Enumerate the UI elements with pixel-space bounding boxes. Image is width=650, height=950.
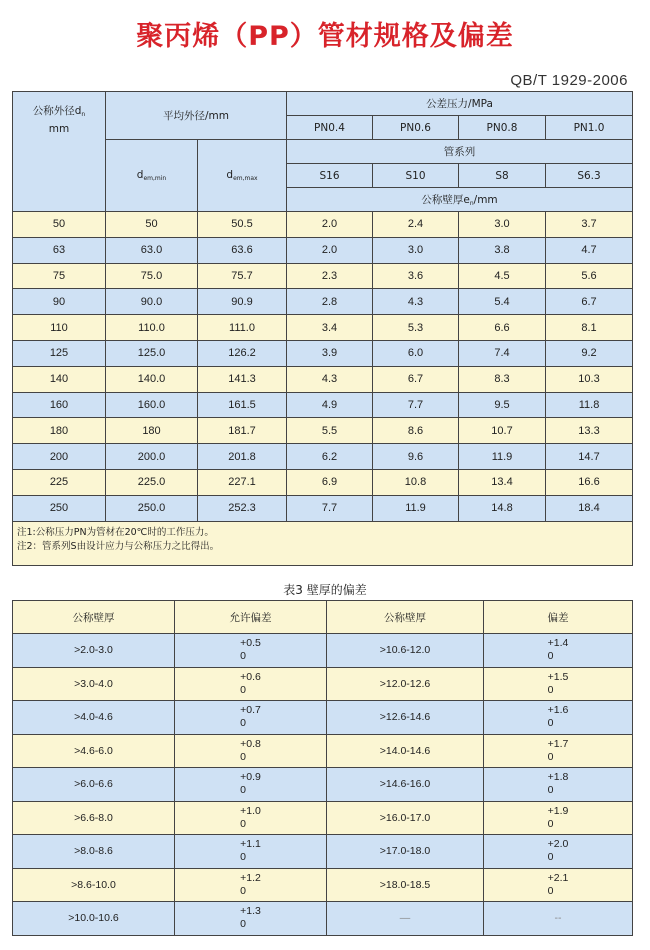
dmin-label: d (136, 169, 144, 181)
cell-wall-thickness: 8.6 (373, 418, 459, 444)
cell-wall-thickness: 14.7 (546, 444, 633, 470)
table-row (13, 469, 633, 495)
cell-dmin: 180 (106, 418, 198, 444)
cell-dmin: 110.0 (106, 315, 198, 341)
cell-wall-thickness: 13.4 (459, 469, 546, 495)
cell-dmin: 75.0 (106, 263, 198, 289)
cell-wall-range: >12.0-12.6 (327, 667, 484, 701)
cell-dmin: 225.0 (106, 469, 198, 495)
tolerance-lower: 0 (240, 650, 246, 663)
cell-tolerance-empty: -- (484, 902, 633, 936)
cell-tolerance (484, 634, 633, 668)
cell-wall-thickness: 16.6 (546, 469, 633, 495)
nominal-od-header (13, 92, 106, 140)
cell-nominal-od: 63 (13, 237, 106, 263)
tolerance-upper: +2.1 (547, 871, 569, 884)
cell-wall-range: >17.0-18.0 (327, 835, 484, 869)
cell-dmax: 50.5 (198, 212, 287, 238)
tolerance-upper: +0.9 (240, 771, 261, 784)
cell-wall-range: >10.0-10.6 (13, 902, 175, 936)
tolerance-upper: +0.7 (240, 704, 261, 717)
wall-unit: /mm (473, 194, 498, 206)
cell-wall-range: >3.0-4.0 (13, 667, 175, 701)
cell-nominal-od: 140 (13, 366, 106, 392)
cell-wall-thickness: 2.8 (287, 289, 373, 315)
table-row (13, 835, 633, 869)
cell-tolerance (484, 768, 633, 802)
cell-nominal-od: 90 (13, 289, 106, 315)
header-tolerance-1: 允许偏差 (175, 601, 327, 634)
cell-wall-thickness: 9.5 (459, 392, 546, 418)
cell-wall-range: >12.6-14.6 (327, 701, 484, 735)
cell-wall-thickness: 6.9 (287, 469, 373, 495)
tolerance-lower: 0 (240, 884, 246, 897)
pn-header-2: PN0.8 (459, 116, 546, 140)
cell-tolerance (175, 768, 327, 802)
cell-wall-range: >14.0-14.6 (327, 734, 484, 768)
cell-wall-thickness: 3.0 (459, 212, 546, 238)
standard-code: QB/T 1929-2006 (510, 72, 628, 89)
table-row (13, 768, 633, 802)
cell-wall-thickness: 9.6 (373, 444, 459, 470)
cell-nominal-od: 110 (13, 315, 106, 341)
table-notes (13, 521, 633, 565)
tolerance-upper: +1.6 (547, 704, 569, 717)
series-header: 管系列 (287, 140, 633, 164)
mean-od-header: 平均外径/mm (106, 92, 287, 140)
table-row (13, 868, 633, 902)
header-tolerance-2: 偏差 (484, 601, 633, 634)
pn-header-3: PN1.0 (546, 116, 633, 140)
cell-nominal-od: 180 (13, 418, 106, 444)
series-header-3: S6.3 (546, 164, 633, 188)
cell-dmin: 125.0 (106, 340, 198, 366)
tolerance-upper: +1.1 (240, 838, 261, 851)
wall-sub: n (469, 200, 474, 207)
cell-dmin: 200.0 (106, 444, 198, 470)
cell-wall-thickness: 10.7 (459, 418, 546, 444)
cell-tolerance (175, 701, 327, 735)
tolerance-lower: 0 (547, 750, 554, 763)
cell-dmax: 141.3 (198, 366, 287, 392)
cell-tolerance (484, 835, 633, 869)
dmax-sub: em,max (233, 175, 258, 182)
table-row (13, 495, 633, 521)
cell-wall-thickness: 6.7 (373, 366, 459, 392)
cell-tolerance (175, 634, 327, 668)
cell-tolerance (175, 667, 327, 701)
cell-tolerance (175, 734, 327, 768)
table-row (13, 634, 633, 668)
tolerance-value (548, 637, 569, 663)
cell-wall-thickness: 6.0 (373, 340, 459, 366)
tolerance-upper: +0.6 (240, 670, 261, 683)
table-row (13, 392, 633, 418)
table-row (13, 444, 633, 470)
tolerance-upper: +1.5 (547, 670, 569, 683)
cell-wall-thickness: 11.8 (546, 392, 633, 418)
cell-wall-thickness: 8.3 (459, 366, 546, 392)
cell-dmin: 63.0 (106, 237, 198, 263)
cell-wall-thickness: 10.8 (373, 469, 459, 495)
table-row (13, 902, 633, 936)
table-row (13, 734, 633, 768)
cell-nominal-od: 50 (13, 212, 106, 238)
cell-wall-thickness: 4.3 (287, 366, 373, 392)
cell-dmin: 160.0 (106, 392, 198, 418)
tolerance-upper: +1.8 (547, 771, 569, 784)
nominal-od-label: 公称外径d (32, 104, 82, 117)
cell-wall-thickness: 4.5 (459, 263, 546, 289)
cell-wall-thickness: 18.4 (546, 495, 633, 521)
wall-header (287, 188, 633, 212)
cell-nominal-od: 200 (13, 444, 106, 470)
tolerance-lower: 0 (240, 683, 246, 696)
cell-dmax: 111.0 (198, 315, 287, 341)
tolerance-upper: +0.5 (240, 637, 261, 650)
cell-wall-thickness: 7.4 (459, 340, 546, 366)
cell-wall-thickness: 5.3 (373, 315, 459, 341)
tolerance-value (548, 704, 569, 730)
pn-header-0: PN0.4 (287, 116, 373, 140)
tolerance-value (240, 771, 261, 797)
tolerance-value (548, 738, 569, 764)
table-row (13, 340, 633, 366)
cell-wall-range-empty: — (327, 902, 484, 936)
wall-tolerance-table (12, 600, 633, 936)
cell-dmin: 140.0 (106, 366, 198, 392)
cell-wall-thickness: 14.8 (459, 495, 546, 521)
tolerance-value (240, 805, 261, 831)
nominal-od-unit: mm (48, 122, 70, 135)
cell-wall-thickness: 4.3 (373, 289, 459, 315)
cell-wall-thickness: 4.7 (546, 237, 633, 263)
series-header-2: S8 (459, 164, 546, 188)
nominal-od-sub: n (81, 110, 86, 118)
table-row (13, 366, 633, 392)
cell-nominal-od: 75 (13, 263, 106, 289)
tolerance-value (240, 838, 261, 864)
tolerance-value (548, 838, 569, 864)
cell-wall-thickness: 11.9 (373, 495, 459, 521)
note-2: 注2：管系列S由设计应力与公称压力之比得出。 (17, 540, 220, 552)
cell-dmax: 63.6 (198, 237, 287, 263)
cell-nominal-od: 250 (13, 495, 106, 521)
cell-wall-range: >10.6-12.0 (327, 634, 484, 668)
cell-dmax: 126.2 (198, 340, 287, 366)
wall-label: 公称壁厚e (421, 194, 470, 206)
cell-tolerance (484, 701, 633, 735)
cell-wall-thickness: 10.3 (546, 366, 633, 392)
cell-dmin: 250.0 (106, 495, 198, 521)
tolerance-lower: 0 (547, 650, 554, 663)
tolerance-value (240, 738, 261, 764)
cell-wall-thickness: 2.0 (287, 212, 373, 238)
cell-wall-thickness: 5.6 (546, 263, 633, 289)
cell-wall-range: >4.6-6.0 (13, 734, 175, 768)
cell-wall-thickness: 9.2 (546, 340, 633, 366)
cell-wall-thickness: 7.7 (373, 392, 459, 418)
note-1: 注1:公称压力PN为管材在20℃时的工作压力。 (17, 526, 214, 538)
cell-dmax: 161.5 (198, 392, 287, 418)
tolerance-value (548, 805, 569, 831)
cell-wall-thickness: 5.4 (459, 289, 546, 315)
cell-wall-thickness: 7.7 (287, 495, 373, 521)
cell-wall-thickness: 3.7 (546, 212, 633, 238)
cell-wall-thickness: 3.9 (287, 340, 373, 366)
cell-wall-thickness: 3.0 (373, 237, 459, 263)
header-wall-1: 公称壁厚 (13, 601, 175, 634)
tolerance-lower: 0 (547, 884, 554, 897)
tolerance-value (240, 671, 261, 697)
cell-nominal-od: 160 (13, 392, 106, 418)
cell-nominal-od: 225 (13, 469, 106, 495)
pn-header-1: PN0.6 (373, 116, 459, 140)
cell-wall-thickness: 11.9 (459, 444, 546, 470)
table-row (13, 801, 633, 835)
tolerance-lower: 0 (547, 817, 554, 830)
tolerance-lower: 0 (240, 784, 246, 797)
cell-wall-thickness: 6.7 (546, 289, 633, 315)
tolerance-value (548, 872, 569, 898)
cell-dmax: 90.9 (198, 289, 287, 315)
series-header-1: S10 (373, 164, 459, 188)
cell-wall-range: >4.0-4.6 (13, 701, 175, 735)
cell-wall-range: >8.0-8.6 (13, 835, 175, 869)
series-header-0: S16 (287, 164, 373, 188)
tolerance-value (240, 637, 261, 663)
dmin-header (106, 140, 198, 212)
nominal-od-header-lower (13, 140, 106, 212)
cell-wall-thickness: 5.5 (287, 418, 373, 444)
table-row (13, 701, 633, 735)
tolerance-value (548, 671, 569, 697)
tolerance-value (548, 771, 569, 797)
pressure-header: 公差压力/MPa (287, 92, 633, 116)
cell-wall-thickness: 8.1 (546, 315, 633, 341)
cell-wall-range: >16.0-17.0 (327, 801, 484, 835)
cell-tolerance (175, 801, 327, 835)
tolerance-upper: +1.9 (547, 804, 569, 817)
table-row (13, 315, 633, 341)
tolerance-upper: +1.7 (547, 737, 569, 750)
dmax-header (198, 140, 287, 212)
cell-nominal-od: 125 (13, 340, 106, 366)
tolerance-lower: 0 (240, 918, 246, 931)
tolerance-upper: +1.4 (547, 637, 569, 650)
cell-dmax: 252.3 (198, 495, 287, 521)
tolerance-lower: 0 (547, 784, 554, 797)
cell-wall-thickness: 6.2 (287, 444, 373, 470)
cell-wall-thickness: 3.6 (373, 263, 459, 289)
tolerance-upper: +2.0 (547, 838, 569, 851)
table-row (13, 418, 633, 444)
table3-caption: 表3 壁厚的偏差 (283, 583, 367, 597)
tolerance-lower: 0 (547, 683, 554, 696)
cell-wall-range: >18.0-18.5 (327, 868, 484, 902)
cell-tolerance (175, 868, 327, 902)
cell-dmin: 50 (106, 212, 198, 238)
tolerance-upper: +0.8 (240, 737, 261, 750)
cell-wall-thickness: 6.6 (459, 315, 546, 341)
cell-tolerance (484, 868, 633, 902)
cell-wall-range: >2.0-3.0 (13, 634, 175, 668)
cell-dmax: 181.7 (198, 418, 287, 444)
cell-wall-range: >8.6-10.0 (13, 868, 175, 902)
cell-wall-thickness: 4.9 (287, 392, 373, 418)
cell-wall-thickness: 3.4 (287, 315, 373, 341)
cell-dmax: 227.1 (198, 469, 287, 495)
table-row (13, 237, 633, 263)
tolerance-value (240, 872, 261, 898)
cell-dmax: 201.8 (198, 444, 287, 470)
tolerance-lower: 0 (240, 817, 246, 830)
cell-tolerance (484, 734, 633, 768)
tolerance-value (240, 905, 261, 931)
table-row (13, 263, 633, 289)
tolerance-value (240, 704, 261, 730)
pipe-spec-table (12, 91, 633, 566)
cell-dmin: 90.0 (106, 289, 198, 315)
tolerance-lower: 0 (240, 750, 246, 763)
dmax-label: d (226, 169, 234, 181)
tolerance-lower: 0 (547, 717, 554, 730)
cell-wall-thickness: 2.0 (287, 237, 373, 263)
dmin-sub: em,min (143, 175, 167, 182)
tolerance-lower: 0 (240, 717, 246, 730)
cell-wall-thickness: 3.8 (459, 237, 546, 263)
tolerance-lower: 0 (240, 851, 246, 864)
cell-wall-range: >6.6-8.0 (13, 801, 175, 835)
page-title: 聚丙烯（PP）管材规格及偏差 (136, 21, 514, 52)
table-row (13, 212, 633, 238)
tolerance-upper: +1.3 (240, 905, 261, 918)
cell-wall-thickness: 2.3 (287, 263, 373, 289)
cell-wall-thickness: 2.4 (373, 212, 459, 238)
cell-tolerance (175, 902, 327, 936)
tolerance-upper: +1.2 (240, 871, 261, 884)
cell-dmax: 75.7 (198, 263, 287, 289)
cell-wall-range: >14.6-16.0 (327, 768, 484, 802)
cell-tolerance (484, 801, 633, 835)
tolerance-lower: 0 (547, 851, 554, 864)
table-row (13, 289, 633, 315)
cell-tolerance (175, 835, 327, 869)
table-row (13, 667, 633, 701)
cell-wall-thickness: 13.3 (546, 418, 633, 444)
cell-wall-range: >6.0-6.6 (13, 768, 175, 802)
tolerance-upper: +1.0 (240, 804, 261, 817)
cell-tolerance (484, 667, 633, 701)
header-wall-2: 公称壁厚 (327, 601, 484, 634)
